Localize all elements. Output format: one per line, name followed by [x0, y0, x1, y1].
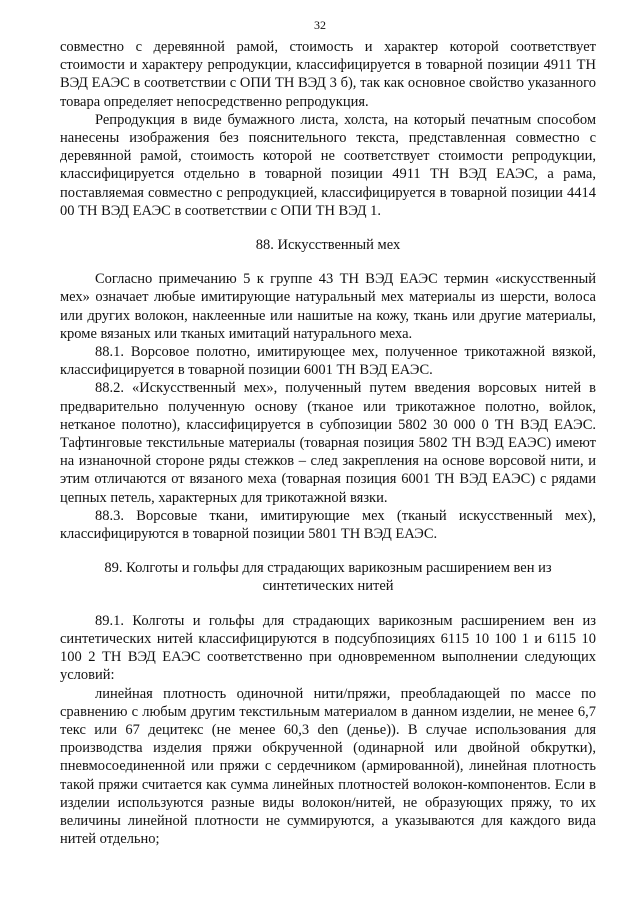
page-number: 32 — [314, 18, 326, 32]
document-body — [60, 38, 596, 848]
section-88-paragraph: Согласно примечанию 5 к группе 43 ТН ВЭД ЕАЭС термин «искусственный мех» означает любые имитирующие натуральный мех материалы из шерсти, волоса или других волокон, наклеенные или нашитые на кожу, ткань или другие материалы, кроме вязаных или тканых имитаций натурального меха. — [60, 271, 596, 342]
section-88-heading: 88. Искусственный мех — [255, 237, 401, 254]
section-88-1-paragraph: 88.1. Ворсовое полотно, имитирующее мех, полученное трикотажной вязкой, классифицируется в товарной позиции 6001 ТН ВЭД ЕАЭС. — [60, 344, 596, 379]
section-89-1-paragraph: 89.1. Колготы и гольфы для страдающих варикозным расширением вен из синтетических нитей классифицируются в подсубпозициях 6115 10 100 1 и 6115 10 100 2 ТН ВЭД ЕАЭС соответственно при одновременном выполнении следующих условий: — [60, 612, 596, 684]
section-88-2-paragraph: 88.2. «Искусственный мех», полученный путем введения ворсовых нитей в предварительно полученную основу (тканое или трикотажное полотно, войлок, нетканое полотно), классифицируется в субпозиции 5802 30 000 0 ТН ВЭД ЕАЭС. Тафтинговые текстильные материалы (товарная позиция 5802 ТН ВЭД ЕАЭС) имеют на изнаночной стороне ряды стежков – след закрепления на основе ворсовой нити, и этим отличаются от вязаного меха (товарная позиция 6001 ТН ВЭД ЕАЭС) с рядами цепных петель, характерных для трикотажной вязки. — [60, 380, 596, 506]
paragraph-reproduction: Репродукция в виде бумажного листа, холста, на который печатным способом нанесены изображения без пояснительного текста, представленная совместно с деревянной рамой, стоимость которой не соответствует стоимости репродукции, классифицируется отдельно в товарной позиции 4911 ТН ВЭД ЕАЭС, а рама, поставляемая совместно с репродукцией, классифицируется в товарной позиции 4414 00 ТН ВЭД ЕАЭС в соответствии с ОПИ ТН ВЭД 1. — [60, 111, 596, 219]
section-89-condition-paragraph: линейная плотность одиночной нити/пряжи, преобладающей по массе по сравнению с любым другим текстильным материалом в данном изделии, не менее 6,7 текс или 67 децитекс (не менее 60,3 den (денье)). В случае использования для производства изделия пряжи обкрученной (одинарной или двойной обкрутки), пневмосоединенной или пряжи с сердечником (армированной), линейная плотность такой пряжи считается как сумма линейных плотностей волокон-компонентов. Если в изделии используются разные виды волокон/нитей, не образующих пряжу, то их величины линейной плотности не суммируются, а указываются для каждого вида нитей отдельно; — [60, 685, 596, 848]
section-89-heading: 89. Колготы и гольфы для страдающих варикозным расширением вен из синтетических нитей — [104, 560, 552, 595]
section-88-3-paragraph: 88.3. Ворсовые ткани, имитирующие мех (тканый искусственный мех), классифицируются в товарной позиции 5801 ТН ВЭД ЕАЭС. — [60, 507, 596, 543]
paragraph-continuation: совместно с деревянной рамой, стоимость и характер которой соответствует стоимости и характеру репродукции, классифицируется в товарной позиции 4911 ТН ВЭД ЕАЭС в соответствии с ОПИ ТН ВЭД 3 б), так как основное свойство указанного товара определяет непосредственно репродукция. — [60, 39, 596, 110]
